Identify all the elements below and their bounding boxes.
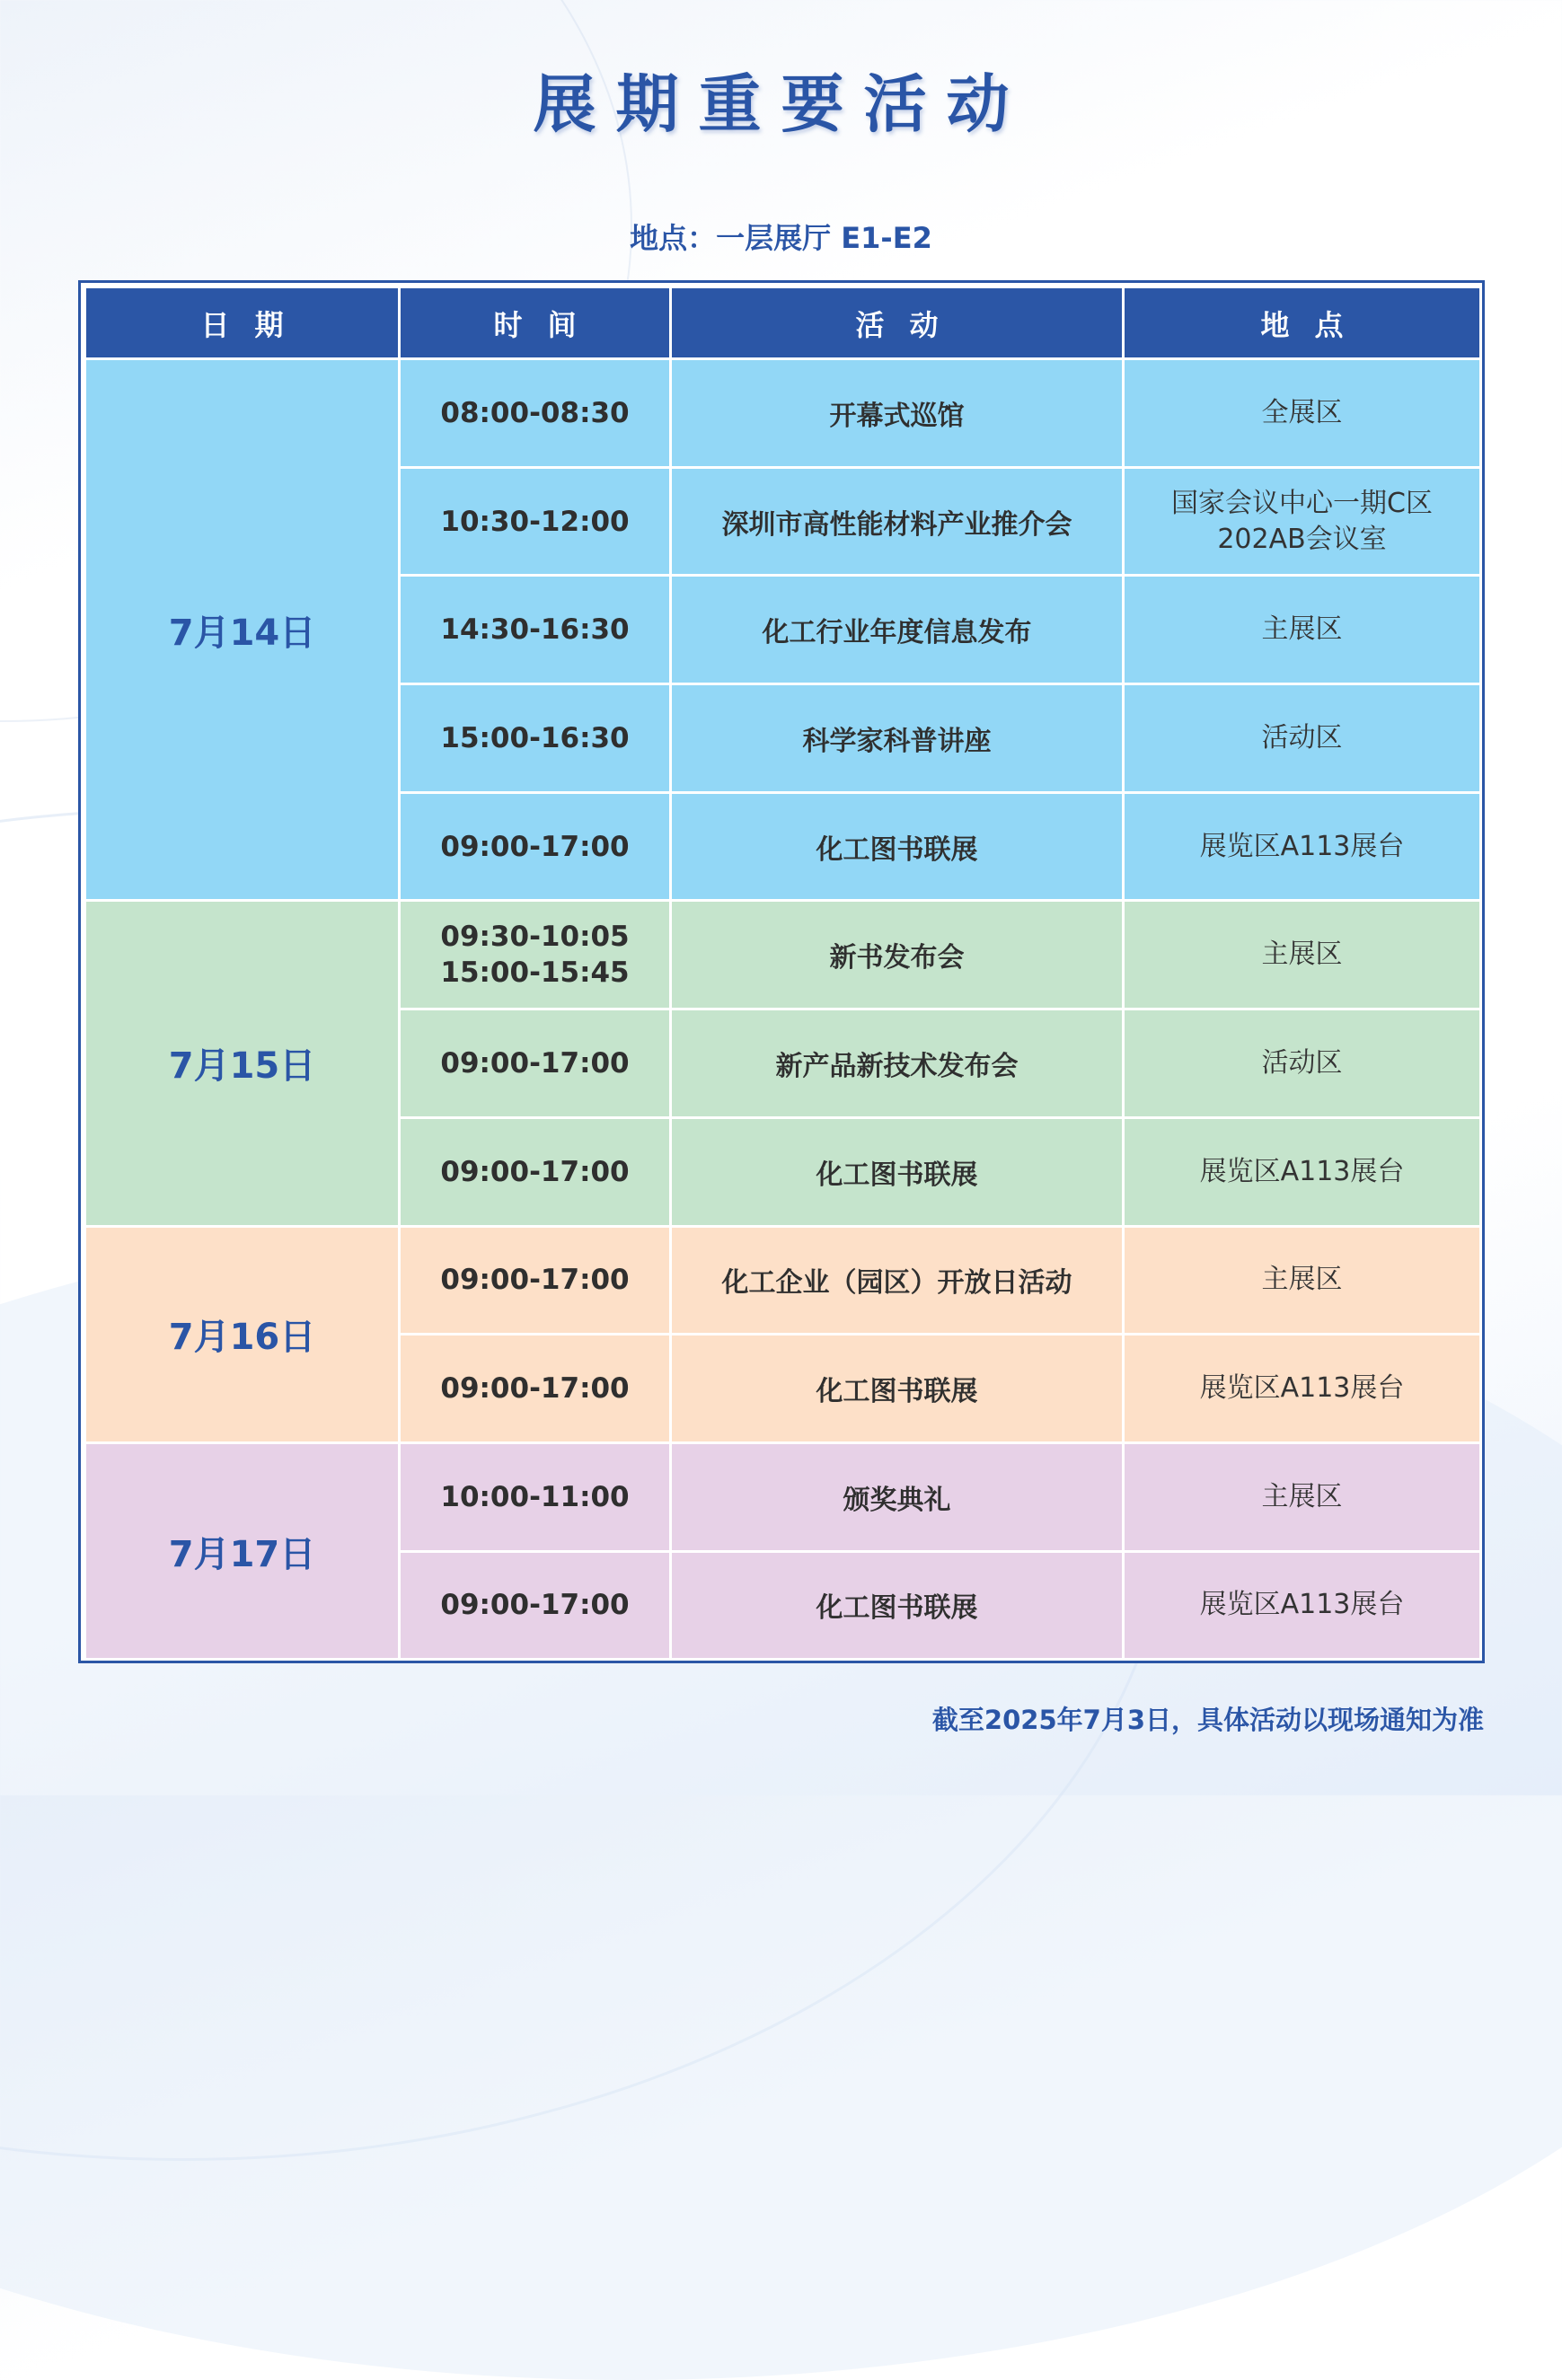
activity-cell: 科学家科普讲座 [671, 684, 1124, 793]
location-cell: 展览区A113展台 [1124, 1551, 1481, 1660]
location-cell: 全展区 [1124, 359, 1481, 468]
header-date: 日期 [85, 287, 400, 359]
activity-cell: 颁奖典礼 [671, 1442, 1124, 1551]
activity-cell: 化工企业（园区）开放日活动 [671, 1226, 1124, 1335]
time-cell: 10:00-11:00 [400, 1442, 671, 1551]
header-location: 地点 [1124, 287, 1481, 359]
footer-note: 截至2025年7月3日，具体活动以现场通知为准 [931, 1705, 1484, 1735]
time-cell: 10:30-12:00 [400, 467, 671, 576]
activity-cell: 化工图书联展 [671, 1551, 1124, 1660]
table-row [85, 359, 1481, 468]
time-cell: 09:00-17:00 [400, 792, 671, 901]
time-cell: 09:00-17:00 [400, 1226, 671, 1335]
activity-cell: 化工行业年度信息发布 [671, 576, 1124, 684]
location-cell [1124, 467, 1481, 576]
time-line: 15:00-15:45 [440, 956, 630, 990]
time-line: 09:30-10:05 [440, 921, 630, 954]
header-time: 时间 [400, 287, 671, 359]
time-cell: 09:00-17:00 [400, 1117, 671, 1226]
venue-subtitle: 地点：一层展厅 E1-E2 [630, 221, 932, 255]
table-header-row [85, 287, 1481, 359]
activity-cell: 化工图书联展 [671, 1117, 1124, 1226]
time-cell: 14:30-16:30 [400, 576, 671, 684]
location-cell: 主展区 [1124, 1442, 1481, 1551]
location-cell: 主展区 [1124, 1226, 1481, 1335]
schedule-table [84, 286, 1482, 1661]
location-line: 国家会议中心一期C区 [1171, 487, 1433, 519]
date-cell: 7月15日 [85, 901, 400, 1226]
date-cell: 7月17日 [85, 1442, 400, 1659]
activity-cell: 开幕式巡馆 [671, 359, 1124, 468]
location-cell: 主展区 [1124, 576, 1481, 684]
time-cell: 09:00-17:00 [400, 1009, 671, 1118]
header-activity: 活动 [671, 287, 1124, 359]
page-title: 展期重要活动 [533, 67, 1029, 141]
location-cell: 展览区A113展台 [1124, 1335, 1481, 1443]
time-cell: 08:00-08:30 [400, 359, 671, 468]
table-row [85, 1226, 1481, 1335]
location-cell: 主展区 [1124, 901, 1481, 1009]
location-cell: 展览区A113展台 [1124, 1117, 1481, 1226]
location-cell: 活动区 [1124, 1009, 1481, 1118]
time-cell: 15:00-16:30 [400, 684, 671, 793]
table-row [85, 1442, 1481, 1551]
activity-cell: 新书发布会 [671, 901, 1124, 1009]
activity-cell: 化工图书联展 [671, 1335, 1124, 1443]
location-line: 202AB会议室 [1217, 523, 1387, 555]
date-cell: 7月14日 [85, 359, 400, 901]
time-cell: 09:00-17:00 [400, 1335, 671, 1443]
date-cell: 7月16日 [85, 1226, 400, 1442]
activity-cell: 新产品新技术发布会 [671, 1009, 1124, 1118]
location-cell: 活动区 [1124, 684, 1481, 793]
activity-cell: 深圳市高性能材料产业推介会 [671, 467, 1124, 576]
activity-cell: 化工图书联展 [671, 792, 1124, 901]
location-cell: 展览区A113展台 [1124, 792, 1481, 901]
time-cell [400, 901, 671, 1009]
table-row [85, 901, 1481, 1009]
time-cell: 09:00-17:00 [400, 1551, 671, 1660]
